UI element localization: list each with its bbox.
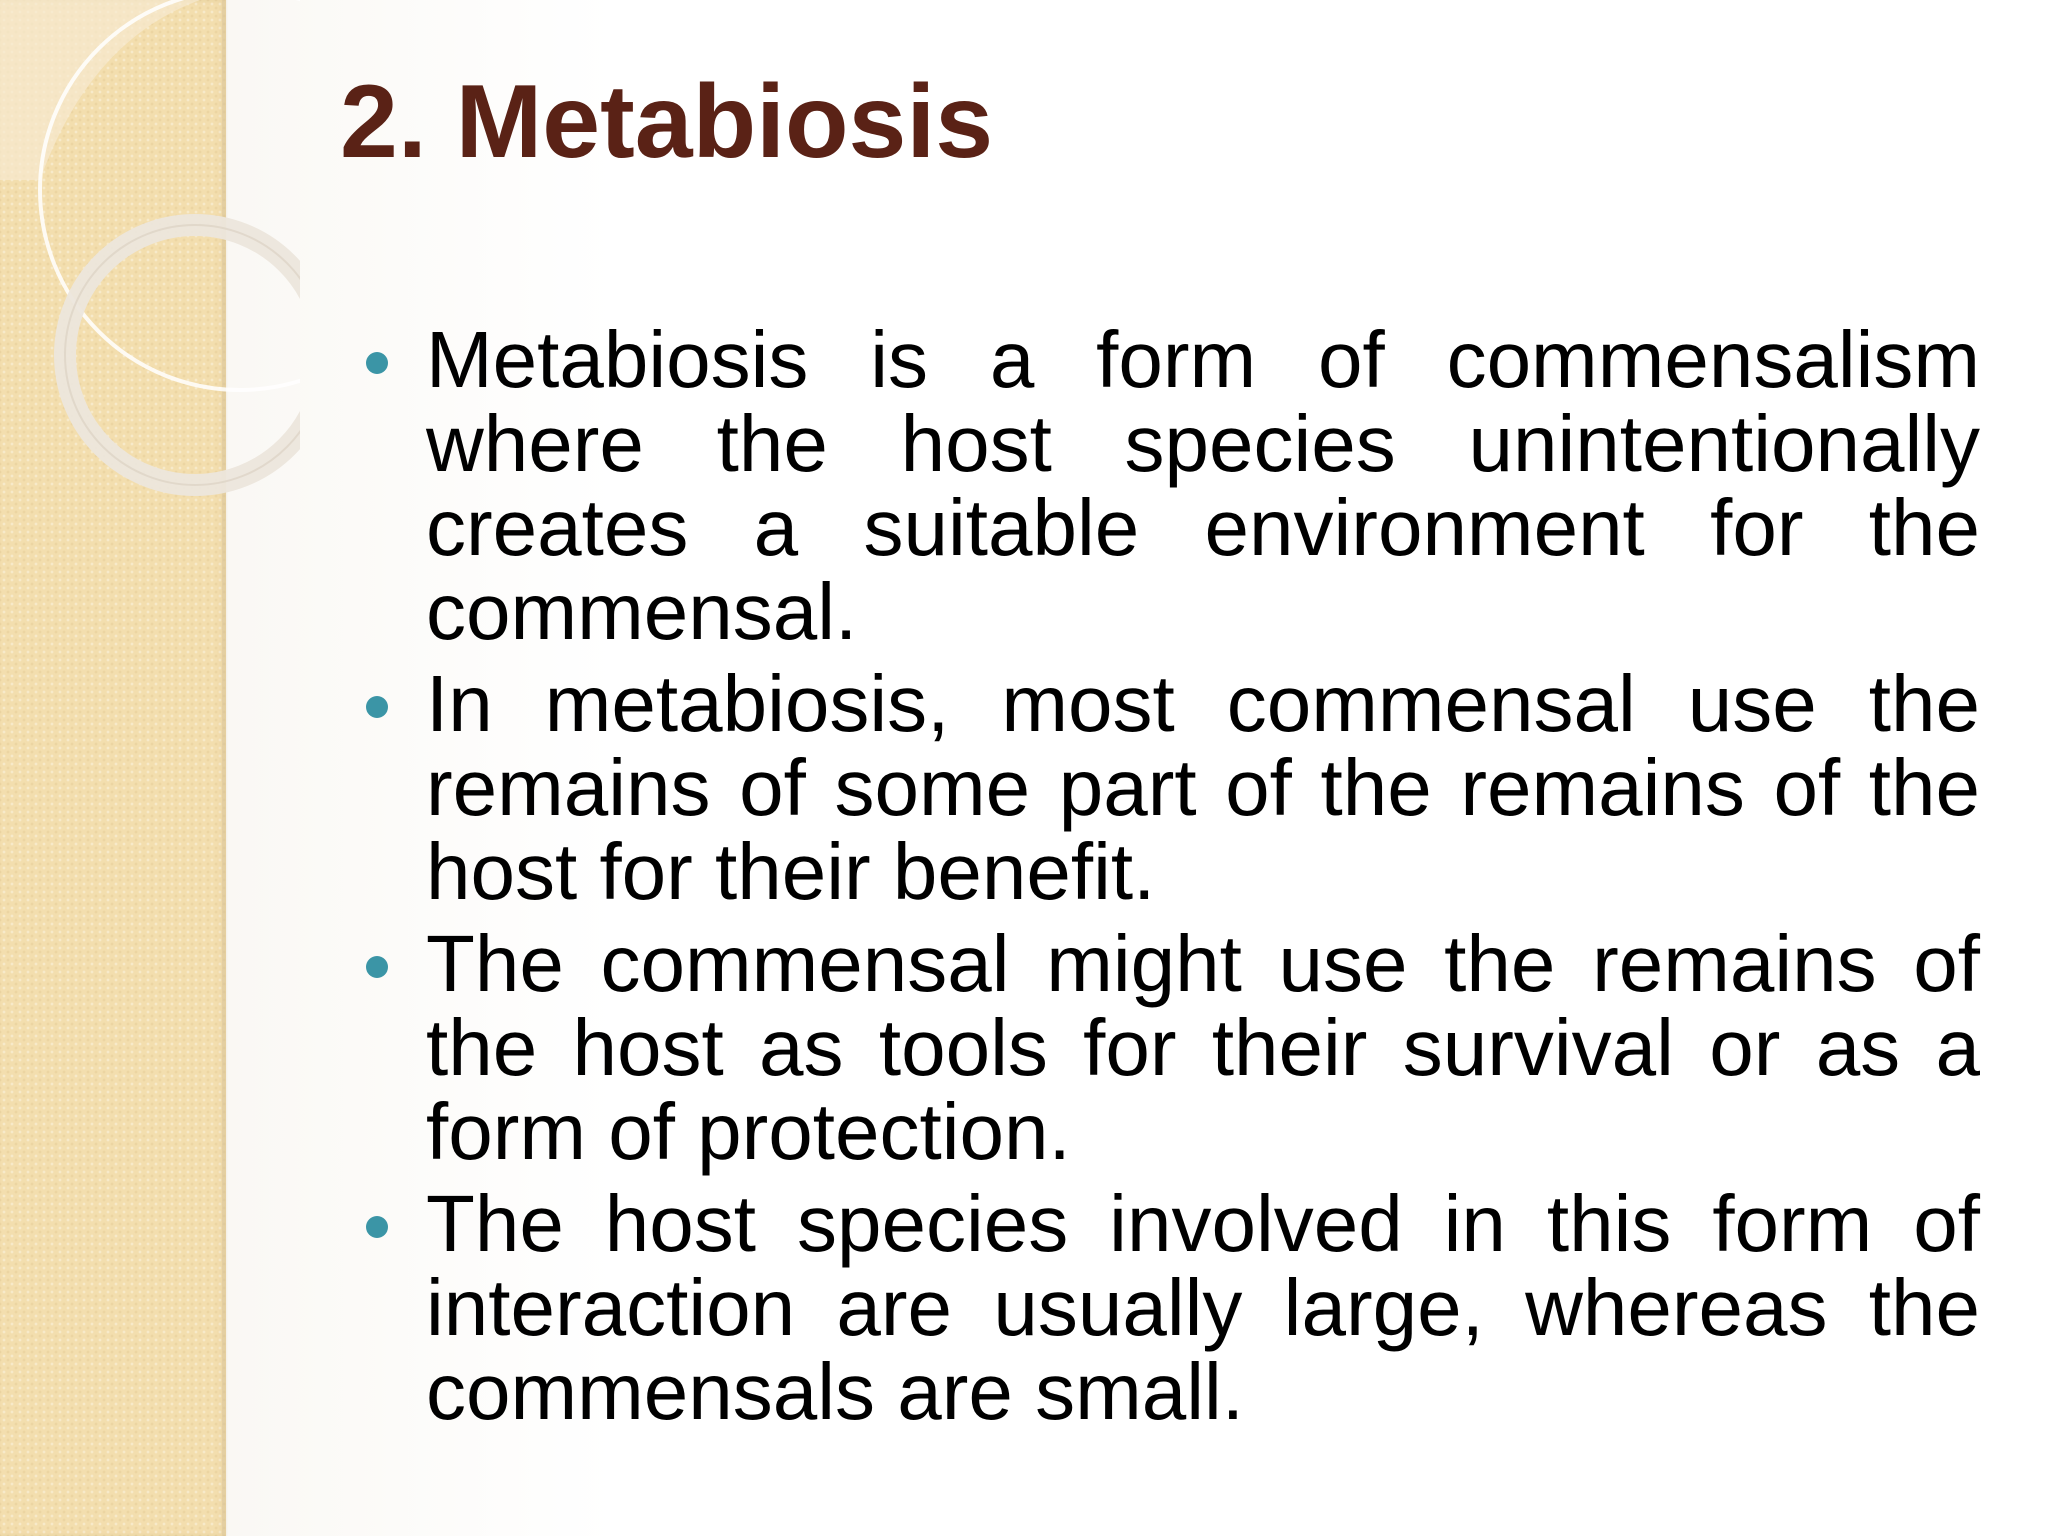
bullet-item	[360, 919, 1980, 1176]
decorative-ring-medium	[65, 225, 300, 485]
decorative-rings	[0, 0, 300, 520]
bullet-item	[360, 315, 1980, 656]
bullet-text: The commensal might use the remains of the host as tools for their survival or as a form of protection.	[426, 919, 1980, 1176]
slide-title: 2. Metabiosis	[340, 64, 994, 180]
bullet-list	[360, 315, 1980, 1442]
bullet-dot-icon	[366, 352, 388, 374]
bullet-text: In metabiosis, most commensal use the remains of some part of the remains of the host for their benefit.	[426, 659, 1980, 916]
bullet-text: The host species involved in this form of interaction are usually large, whereas the commensals are small.	[426, 1179, 1980, 1436]
bullet-dot-icon	[366, 956, 388, 978]
bullet-text: Metabiosis is a form of commensalism where the host species unintentionally creates a suitable environment for the commensal.	[426, 315, 1980, 656]
bullet-item	[360, 1179, 1980, 1436]
bullet-dot-icon	[366, 696, 388, 718]
bullet-item	[360, 659, 1980, 916]
bullet-dot-icon	[366, 1216, 388, 1238]
decorative-swoosh	[0, 0, 200, 180]
